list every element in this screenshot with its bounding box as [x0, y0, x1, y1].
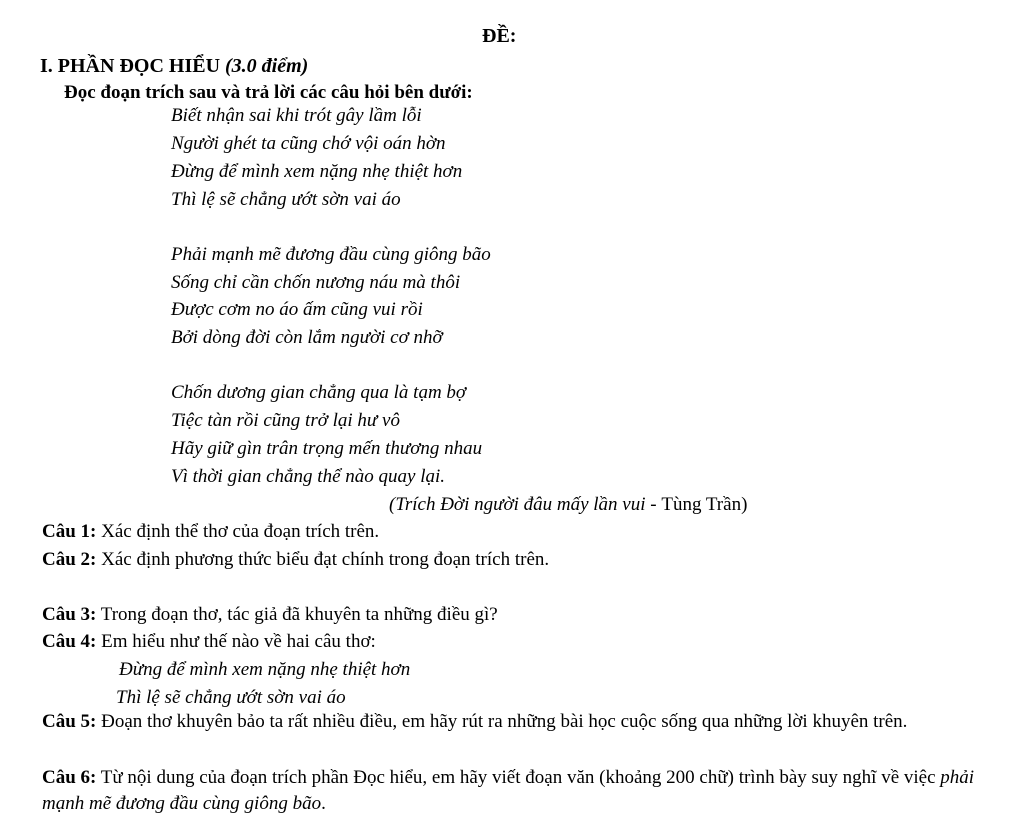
instruction: Đọc đoạn trích sau và trả lời các câu hỏi bên dưới: — [64, 82, 473, 103]
question-6 — [42, 765, 1002, 817]
question-text: Trong đoạn thơ, tác giả đã khuyên ta những điều gì? — [96, 604, 498, 625]
question-5 — [42, 709, 1002, 735]
question-emphasis: phải mạnh mẽ đương đầu cùng giông bão — [42, 767, 975, 814]
question-1 — [42, 522, 379, 541]
source-title: (Trích Đời người đâu mấy lần vui - — [389, 494, 662, 515]
poem-line: Đừng để mình xem nặng nhẹ thiệt hơn — [171, 161, 463, 182]
poem-line: Thì lệ sẽ chẳng ướt sờn vai áo — [171, 189, 401, 210]
question-4 — [42, 632, 376, 651]
poem-line: Bởi dòng đời còn lắm người cơ nhỡ — [171, 327, 443, 348]
question-4-verse: Đừng để mình xem nặng nhẹ thiệt hơn — [119, 659, 411, 680]
question-2 — [42, 550, 549, 569]
question-text: Em hiểu như thế nào về hai câu thơ: — [96, 631, 376, 652]
question-end: . — [321, 793, 326, 814]
poem-line: Được cơm no áo ấm cũng vui rồi — [171, 299, 423, 320]
question-label: Câu 1: — [42, 521, 97, 542]
source-author: Tùng Trần) — [661, 494, 748, 515]
exam-heading: ĐỀ: — [482, 25, 517, 47]
question-3 — [42, 605, 498, 624]
poem-line: Chốn dương gian chẳng qua là tạm bợ — [171, 382, 467, 403]
poem-line: Vì thời gian chẳng thể nào quay lại. — [171, 466, 445, 487]
question-text: Từ nội dung của đoạn trích phần Đọc hiểu, em hãy viết đoạn văn (khoảng 200 chữ) trình bày suy nghĩ về việc — [96, 767, 941, 788]
section-title — [40, 56, 308, 76]
poem-line: Hãy giữ gìn trân trọng mến thương nhau — [171, 438, 483, 459]
question-label: Câu 2: — [42, 549, 97, 570]
question-text: Xác định phương thức biểu đạt chính trong đoạn trích trên. — [96, 549, 550, 570]
poem-line: Biết nhận sai khi trót gây lầm lỗi — [171, 105, 422, 126]
question-text: Xác định thể thơ của đoạn trích trên. — [96, 521, 380, 542]
poem-line: Sống chỉ cần chốn nương náu mà thôi — [171, 272, 461, 293]
question-label: Câu 3: — [42, 604, 97, 625]
question-4-verse: Thì lệ sẽ chẳng ướt sờn vai áo — [116, 687, 346, 708]
section-points: (3.0 điểm) — [225, 55, 309, 77]
poem-line: Người ghét ta cũng chớ vội oán hờn — [171, 133, 446, 154]
section-title-text: I. PHẦN ĐỌC HIỂU — [40, 55, 221, 77]
question-label: Câu 6: — [42, 767, 97, 788]
poem-line: Phải mạnh mẽ đương đầu cùng giông bão — [171, 244, 491, 265]
poem-source — [389, 495, 747, 514]
question-label: Câu 5: — [42, 711, 97, 732]
question-text: Đoạn thơ khuyên bảo ta rất nhiều điều, em hãy rút ra những bài học cuộc sống qua những lời khuyên trên. — [96, 711, 908, 732]
question-label: Câu 4: — [42, 631, 97, 652]
poem-line: Tiệc tàn rồi cũng trở lại hư vô — [171, 410, 400, 431]
